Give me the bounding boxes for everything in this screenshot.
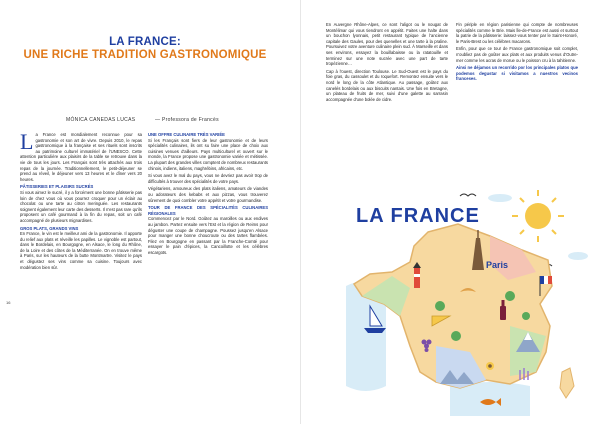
paragraph-cuisine-3: Végétariens, amoureux des plats italiens, amateurs de viandes ou adorateurs des kebabs et aux pizzas, vous trouverez sûrement de quoi combler votre appétit et votre gourmandise.	[148, 186, 268, 203]
paragraph-outremer: Enfin, pour que ce tour de France gastronomique soit complet, n'oubliez pas de goûter aux plats et aux produits venus d'Outre-mer comme les acras de morue ou le poisson cru à la tahitienne.	[456, 46, 578, 63]
article-title	[20, 36, 270, 62]
paragraph-southwest: Cap à l'ouest, direction Toulouse. Le Sud-Ouest est le pays du foie gras, du cassoulet et du roquefort. Remontez ensuite vers le nord le long de la côte Atlantique. Au passage, goûtez aux canelés bordelais ou aux biscuits nantais. Une fois en Bretagne, un plateau de fruits de mer, suivi d'une galette au sarrasin accompagnée d'une bolée de cidre.	[326, 68, 448, 102]
paragraph-paris: Fin périple en région parisienne qui compte de nombreuses spécialités comme le Brie. Mais Île-de-France est aussi et surtout la patrie de la pâtisserie: laissez-vous tenter par le Saint-Honoré, le Paris-Brest ou les célèbres macarons.	[456, 22, 578, 44]
section-heading-regions: TOUR DE FRANCE DES SPÉCIALITÉS CULINAIRES RÉGIONALES	[148, 205, 268, 216]
paragraph-conclusion: Ainsi ne déjamos un recorrido por los principales platos que podemos degustar si visitamos a nuestros vecinos franceses.	[456, 65, 578, 82]
paragraph-wines: En France, le vin est le meilleur ami de la gastronomie. Il apporte du relief aux plats et réveille les papilles. Le vignoble est partout, dans le Bordelais, en Bourgogne, en Alsace, le long du Rhône, de la Loire et des côtes de la Méditerranée. On en trouve même à Paris, sur les hauteurs de la butte Montmartre. Visitez le pays et dégustez ses vins comme sa cuisine. Toujours avec modération bien sûr.	[20, 231, 142, 270]
france-illustrated-map	[340, 176, 590, 420]
drop-cap: L	[20, 129, 34, 154]
article-title-line1: LA FRANCE:	[109, 36, 181, 48]
cloud-icon	[568, 252, 588, 260]
section-heading-cuisine: UNE OFFRE CULINAIRE TRÈS VARIÉE	[148, 132, 225, 137]
map-title: LA FRANCE	[356, 205, 480, 227]
article-column-2	[148, 132, 268, 257]
author-role: — Professora de Francès	[155, 117, 219, 123]
paragraph-auvergne: En Auvergne Rhône-Alpes, ce sont l'aligot ou le nougat de Montélimar qui vous tiendront en appétit. Faites une halte dans un bouchon lyonnais, petit restaurant typique de l'ancienne capitale des Gaules, pour des quenelles et une tarte à la praline. Poursuivez votre aventure culinaire plein sud. À Marseille et dans ses environs, essayez la bouillabaisse ou la ratatouille et terminez sur une note sucrée avec une part de tarte tropézienne…	[326, 22, 448, 67]
article-column-4	[456, 22, 578, 84]
cloud-icon	[488, 194, 512, 202]
paragraph-regions: Commencez par le Nord. Goûtez au maroilles ou aux endives au jambon. Partez ensuite vers l'Est et la région de Reims pour déguster une coupe de champagne. Poussez jusqu'en Alsace pour manger une bonne choucroute ou des tartes flambées. Filez en Bourgogne en passant par la Franche-Comté pour essayer le pain d'épices, la Cancoillotte et les célèbres escargots.	[148, 216, 268, 255]
article-column-1	[20, 129, 142, 272]
section-heading-wines: GROS PLATS, GRANDS VINS	[20, 225, 79, 231]
sunflower-icon	[486, 362, 494, 370]
paragraph-pastries: Si vous aimez le sucré, il y a forcément une bonne pâtisserie pas loin de chez vous où vous pourrez croquer pour un éclair au chocolat ou une tarte au citron meringuée. Les restaurants soignent également leur carte des desserts. Il n'est pas rare qu'ils proposent un café gourmand à la fin du repas, soit un café accompagné de plusieurs mignardises.	[20, 189, 142, 223]
author-name: MÓNICA CANEDAS LUCAS	[66, 117, 136, 123]
article-column-3	[326, 22, 448, 104]
intro-paragraph: La France est mondialement reconnue pour sa gastronomie et son art de vivre. Depuis 2010, le repas gastronomique à la française et ses rituels sont inscrits au patrimoine culturel immatériel de l'UNESCO. Cette attention particulière aux plaisirs de la table se retrouve dans la vie de tous les jours. Les Français sont très attachés aux trois repas de la journée. Traditionnellement, le petit-déjeuner se prend au réveil, le déjeuner vers 13 heures et le dîner vers 20 heures.	[20, 129, 142, 182]
paragraph-cuisine-1: Si les Français sont fiers de leur gastronomie et de leurs spécialités culinaires, ils ont su faire une place de choix aux cuisines venues d'ailleurs. Pays multiculturel et ouvert sur le monde, la France propose une gastronomie variée et métissée. La plupart des grandes villes comptent de nombreux restaurants chinois, indiens, italiens, maghrébins, africains, etc.	[148, 137, 268, 171]
paragraph-cuisine-2: Si vous avez le mal du pays, vous ne devriez pas avoir trop de difficultés à trouver des spécialités de votre pays.	[148, 173, 268, 184]
city-label-paris: Paris	[486, 260, 509, 270]
section-heading-pastries: PÂTISSERIES ET PLAISIRS SUCRÉS	[20, 184, 94, 190]
page-spine	[300, 0, 301, 424]
article-title-line2: UNE RICHE TRADITION GASTRONOMIQUE	[23, 49, 267, 61]
page-number-left: 16	[6, 300, 11, 305]
